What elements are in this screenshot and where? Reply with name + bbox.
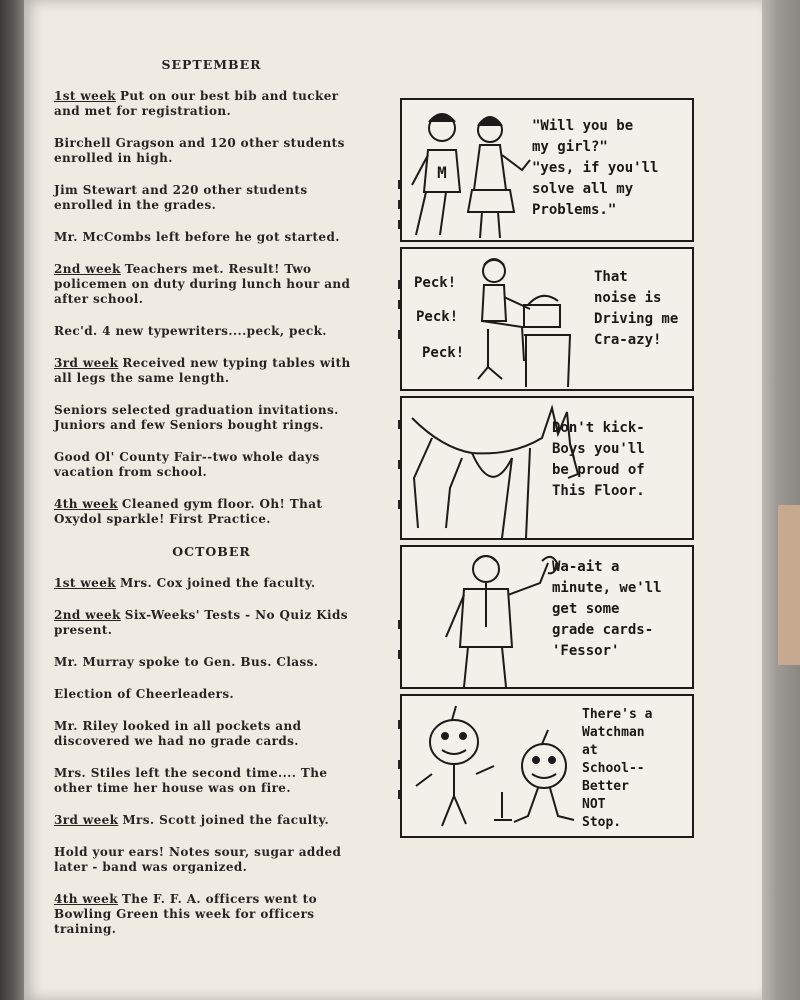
panel-1-caption: "Will you be my girl?" "yes, if you'll solve all my Problems.": [532, 118, 659, 218]
margin-mark: [398, 790, 400, 799]
september-entry: [54, 324, 369, 339]
margin-mark: [398, 650, 400, 659]
entry-text: Birchell Gragson and 120 other students enrolled in high.: [54, 136, 345, 165]
entry-text: Mr. McCombs left before he got started.: [54, 230, 340, 244]
entry-text: Election of Cheerleaders.: [54, 687, 235, 701]
page-edge: [762, 0, 800, 1000]
comic-panel-4: [400, 545, 694, 689]
september-entries: [54, 89, 369, 527]
october-entry: [54, 766, 369, 796]
week-label: 1st week: [54, 576, 116, 590]
september-entry: [54, 403, 369, 433]
peck-sound-1: Peck!: [414, 275, 457, 291]
entry-text: Seniors selected graduation invitations. Juniors and few Seniors bought rings.: [54, 403, 339, 432]
margin-mark: [398, 620, 400, 629]
entry-text: Mrs. Stiles left the second time.... The other time her house was on fire.: [54, 766, 328, 795]
september-entry: [54, 450, 369, 480]
entry-text: Mr. Murray spoke to Gen. Bus. Class.: [54, 655, 319, 669]
october-entry: [54, 608, 369, 638]
september-entry: [54, 262, 369, 307]
entry-text: Good Ol' County Fair--two whole days vacation from school.: [54, 450, 320, 479]
september-entry: [54, 183, 369, 213]
page-tab: [778, 505, 800, 665]
peck-sound-3: Peck!: [422, 345, 465, 361]
entry-text: Jim Stewart and 220 other students enrolled in the grades.: [54, 183, 308, 212]
september-entry: [54, 497, 369, 527]
entry-text: Teachers met. Result! Two policemen on duty during lunch hour and after school.: [54, 262, 351, 306]
month-heading-september: SEPTEMBER: [161, 57, 262, 72]
october-entry: [54, 719, 369, 749]
october-entry: [54, 687, 369, 702]
week-label: 1st week: [54, 89, 116, 103]
panel-5-caption: There's a Watchman at School-- Better NOT Stop.: [582, 707, 653, 830]
comic-strip: [400, 98, 692, 843]
panel-4-caption: Wa-ait a minute, we'll get some grade cards- 'Fessor': [552, 559, 662, 659]
margin-mark: [398, 300, 400, 309]
september-entry: [54, 356, 369, 386]
week-label: 3rd week: [54, 356, 119, 370]
october-entry: [54, 813, 369, 828]
margin-mark: [398, 180, 400, 189]
calendar-column: [54, 52, 369, 954]
october-entry: [54, 845, 369, 875]
entry-text: Received new typing tables with all legs the same length.: [54, 356, 351, 385]
october-entry: [54, 655, 369, 670]
entry-text: Hold your ears! Notes sour, sugar added later - band was organized.: [54, 845, 342, 874]
margin-mark: [398, 280, 400, 289]
comic-panel-5: [400, 694, 694, 838]
margin-mark: [398, 500, 400, 509]
october-entry: [54, 576, 369, 591]
panel-2-caption: That noise is Driving me Cra-azy!: [594, 269, 679, 348]
september-entry: [54, 89, 369, 119]
week-label: 2nd week: [54, 608, 121, 622]
month-heading-october: OCTOBER: [172, 544, 251, 559]
margin-mark: [398, 460, 400, 469]
entry-text: Rec'd. 4 new typewriters....peck, peck.: [54, 324, 327, 338]
week-label: 4th week: [54, 892, 118, 906]
margin-mark: [398, 330, 400, 339]
entry-text: Six-Weeks' Tests - No Quiz Kids present.: [54, 608, 348, 637]
margin-mark: [398, 720, 400, 729]
week-label: 3rd week: [54, 813, 119, 827]
week-label: 4th week: [54, 497, 118, 511]
comic-panel-1: [400, 98, 694, 242]
margin-mark: [398, 220, 400, 229]
comic-panel-3: [400, 396, 694, 540]
shirt-letter: M: [437, 163, 447, 182]
october-entry: [54, 892, 369, 937]
book-binding: [0, 0, 26, 1000]
comic-panel-2: [400, 247, 694, 391]
entry-text: Mrs. Cox joined the faculty.: [119, 576, 316, 590]
entry-text: Cleaned gym floor. Oh! That Oxydol sparkle! First Practice.: [54, 497, 323, 526]
margin-mark: [398, 420, 400, 429]
entry-text: Mr. Riley looked in all pockets and discovered we had no grade cards.: [54, 719, 302, 748]
september-entry: [54, 136, 369, 166]
margin-mark: [398, 200, 400, 209]
entry-text: The F. F. A. officers went to Bowling Green this week for officers training.: [54, 892, 318, 936]
donkey-drawing: [402, 398, 692, 538]
week-label: 2nd week: [54, 262, 121, 276]
october-entries: [54, 576, 369, 937]
panel-3-caption: Don't kick- Boys you'll be proud of This Floor.: [552, 420, 645, 499]
september-entry: [54, 230, 369, 245]
margin-mark: [398, 760, 400, 769]
entry-text: Mrs. Scott joined the faculty.: [122, 813, 330, 827]
entry-text: Put on our best bib and tucker and met for registration.: [54, 89, 339, 118]
peck-sound-2: Peck!: [416, 309, 459, 325]
